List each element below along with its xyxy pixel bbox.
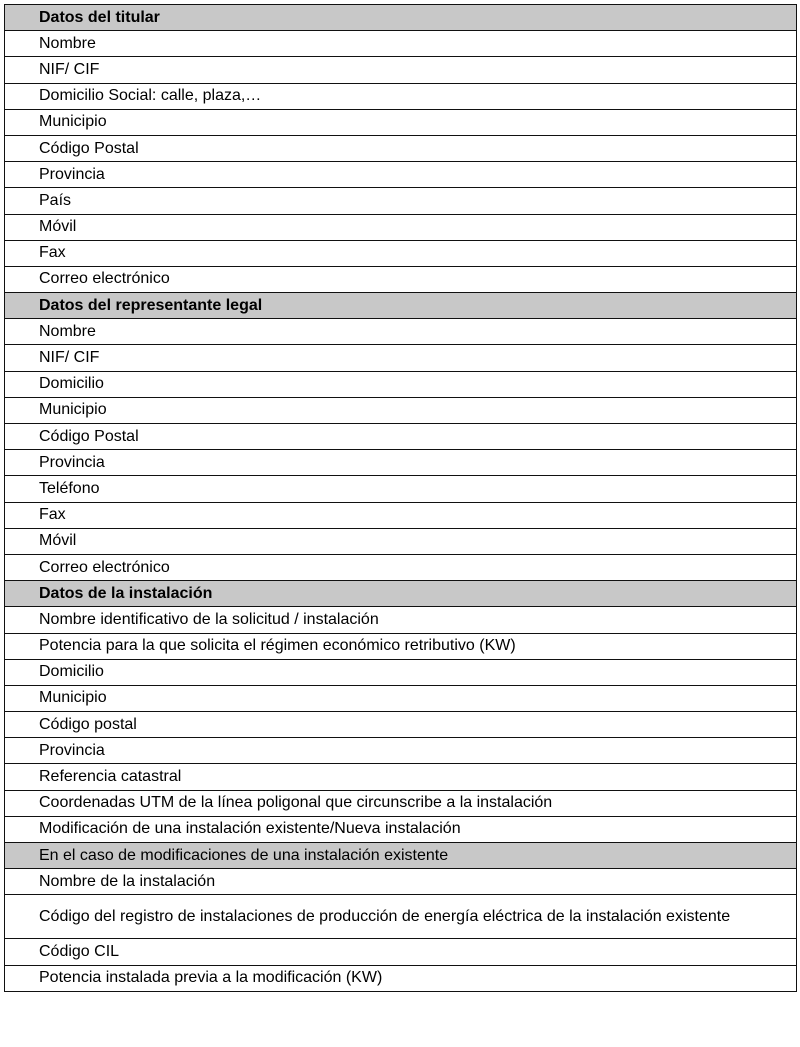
field-label: Código Postal (5, 135, 797, 161)
table-row (5, 476, 797, 502)
table-row (5, 345, 797, 371)
field-label: Código Postal (5, 424, 797, 450)
field-label: Potencia instalada previa a la modificación (KW) (5, 965, 797, 991)
field-label: Potencia para la que solicita el régimen económico retributivo (KW) (5, 633, 797, 659)
table-row (5, 214, 797, 240)
field-label: Domicilio Social: calle, plaza,… (5, 83, 797, 109)
field-label: NIF/ CIF (5, 57, 797, 83)
table-row (5, 659, 797, 685)
table-row (5, 397, 797, 423)
field-label: Coordenadas UTM de la línea poligonal que circunscribe a la instalación (5, 790, 797, 816)
table-row (5, 162, 797, 188)
field-label: Fax (5, 240, 797, 266)
table-row (5, 633, 797, 659)
table-row (5, 895, 797, 939)
field-label: Nombre (5, 31, 797, 57)
section-title: Datos del titular (5, 5, 797, 31)
table-row (5, 554, 797, 580)
table-row (5, 135, 797, 161)
form-table (4, 4, 797, 992)
field-label: Correo electrónico (5, 554, 797, 580)
field-label: NIF/ CIF (5, 345, 797, 371)
field-label: Referencia catastral (5, 764, 797, 790)
table-row (5, 188, 797, 214)
field-label: Municipio (5, 397, 797, 423)
field-label: Domicilio (5, 659, 797, 685)
table-row (5, 502, 797, 528)
field-label: Nombre (5, 319, 797, 345)
section-title: En el caso de modificaciones de una instalación existente (5, 843, 797, 869)
table-row (5, 424, 797, 450)
field-label: Fax (5, 502, 797, 528)
table-row (5, 965, 797, 991)
section-title: Datos de la instalación (5, 581, 797, 607)
field-label: Municipio (5, 685, 797, 711)
table-row (5, 764, 797, 790)
table-row (5, 939, 797, 965)
section-header-modificaciones (5, 843, 797, 869)
field-label: Código postal (5, 712, 797, 738)
table-row (5, 31, 797, 57)
table-row (5, 712, 797, 738)
section-header-titular (5, 5, 797, 31)
table-row (5, 266, 797, 292)
field-label: Nombre identificativo de la solicitud / instalación (5, 607, 797, 633)
section-title: Datos del representante legal (5, 293, 797, 319)
table-row (5, 240, 797, 266)
table-row (5, 869, 797, 895)
field-label: Móvil (5, 528, 797, 554)
table-row (5, 528, 797, 554)
table-row (5, 83, 797, 109)
field-label: Provincia (5, 450, 797, 476)
field-label: Código del registro de instalaciones de producción de energía eléctrica de la instalación existente (5, 895, 797, 939)
field-label: Municipio (5, 109, 797, 135)
table-row (5, 371, 797, 397)
field-label: País (5, 188, 797, 214)
field-label: Provincia (5, 162, 797, 188)
table-row (5, 319, 797, 345)
field-label: Móvil (5, 214, 797, 240)
table-row (5, 738, 797, 764)
table-row (5, 790, 797, 816)
field-label: Código CIL (5, 939, 797, 965)
table-row (5, 109, 797, 135)
field-label: Teléfono (5, 476, 797, 502)
table-row (5, 450, 797, 476)
field-label: Correo electrónico (5, 266, 797, 292)
table-row (5, 816, 797, 842)
section-header-representante (5, 293, 797, 319)
table-row (5, 685, 797, 711)
field-label: Modificación de una instalación existente/Nueva instalación (5, 816, 797, 842)
field-label: Provincia (5, 738, 797, 764)
table-row (5, 57, 797, 83)
section-header-instalacion (5, 581, 797, 607)
field-label: Domicilio (5, 371, 797, 397)
field-label: Nombre de la instalación (5, 869, 797, 895)
table-row (5, 607, 797, 633)
